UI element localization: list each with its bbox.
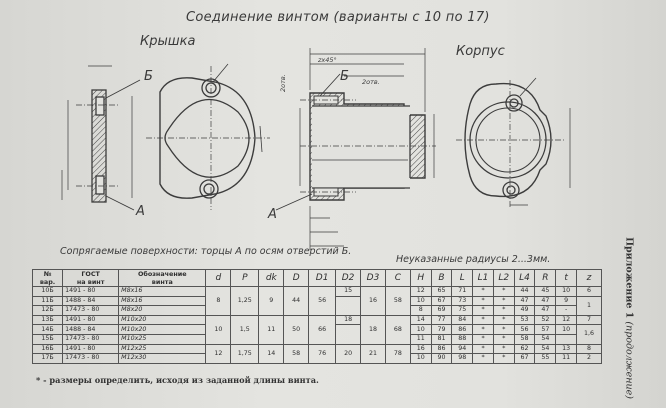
table-cell: 7 (576, 315, 601, 325)
cover-label: Крышка (140, 34, 196, 49)
table-cell: 10 (556, 325, 577, 335)
table-cell: 44 (284, 287, 309, 316)
table-cell: 1,6 (576, 325, 601, 344)
table-cell: 8 (576, 344, 601, 354)
table-cell: 75 (452, 306, 473, 316)
table-cell: 58 (385, 287, 410, 316)
table-cell: 9 (556, 296, 577, 306)
table-cell: 10 (410, 354, 431, 364)
table-cell: 94 (452, 344, 473, 354)
table-cell: 1491 - 80 (63, 315, 119, 325)
table-cell: 88 (452, 334, 473, 344)
chamfer-label: zx45° (318, 56, 337, 64)
table-cell: * (473, 334, 494, 344)
table-cell: 12 (410, 287, 431, 297)
cover-front-view (146, 64, 270, 210)
mark-b-cover: Б (144, 69, 153, 84)
table-cell: М8х16 (119, 296, 206, 306)
table-row (33, 315, 602, 325)
table-cell: 47 (535, 296, 556, 306)
body-front-view (456, 78, 570, 208)
table-cell: М12х25 (119, 344, 206, 354)
table-cell: 10 (556, 287, 577, 297)
body-label: Корпус (456, 44, 505, 59)
table-cell: 17473 - 80 (63, 354, 119, 364)
table-cell: 1488 - 84 (63, 296, 119, 306)
table-cell: 56 (309, 287, 336, 316)
two-holes-label-vertical: 2отв. (279, 74, 287, 92)
table-cell: 1 (576, 296, 601, 315)
table-cell: * (473, 354, 494, 364)
page-title: Соединение винтом (варианты с 10 по 17) (186, 10, 490, 25)
mark-b-body: Б (340, 69, 349, 84)
table-cell: М10х20 (119, 325, 206, 335)
table-cell: 57 (535, 325, 556, 335)
table-cell: 58 (284, 344, 309, 363)
table-header (33, 270, 602, 287)
table-cell (556, 334, 577, 344)
mating-surfaces-note: Сопрягаемые поверхности: торцы А по осям отверстий Б. (60, 246, 352, 257)
table-cell: * (473, 296, 494, 306)
table-cell: 20 (336, 344, 361, 363)
table-cell: * (493, 296, 514, 306)
table-cell: М12х30 (119, 354, 206, 364)
table-cell: М8х16 (119, 287, 206, 297)
table-cell: 15 (336, 287, 361, 297)
table-cell: 14 (410, 315, 431, 325)
col-L: L (452, 270, 473, 287)
table-cell: * (493, 315, 514, 325)
table-cell: 98 (452, 354, 473, 364)
radii-note: Неуказанные радиусы 2...3мм. (396, 254, 551, 265)
table-cell: 86 (452, 325, 473, 335)
table-cell: 53 (514, 315, 535, 325)
appendix-caption-normal: (продолжение) (623, 318, 635, 399)
col-d: d (206, 270, 231, 287)
col-R: R (535, 270, 556, 287)
table-cell: 2 (576, 354, 601, 364)
table-cell: 67 (514, 354, 535, 364)
table-cell: * (493, 354, 514, 364)
table-cell: * (473, 315, 494, 325)
col-L1: L1 (473, 270, 494, 287)
table-row (33, 287, 602, 297)
table-cell: 13 (556, 344, 577, 354)
table-cell: 10 (206, 315, 231, 344)
table-cell: 52 (535, 315, 556, 325)
table-cell: 11Б (33, 296, 63, 306)
table-cell: 68 (385, 315, 410, 344)
table-cell: 62 (514, 344, 535, 354)
table-cell: * (473, 325, 494, 335)
table-cell: 77 (431, 315, 452, 325)
table-cell: 49 (514, 306, 535, 316)
col-D1: D1 (309, 270, 336, 287)
table-cell: * (493, 325, 514, 335)
table-cell: 16 (410, 344, 431, 354)
table-cell: 86 (431, 344, 452, 354)
table-cell: 10 (410, 325, 431, 335)
table-cell: * (493, 287, 514, 297)
table-cell: 44 (514, 287, 535, 297)
table-cell: 11 (259, 315, 284, 344)
two-holes-label: 2отв. (362, 78, 380, 86)
table-cell: 11 (410, 334, 431, 344)
table-cell: 66 (309, 315, 336, 344)
col-L4: L4 (514, 270, 535, 287)
table-cell: 47 (514, 296, 535, 306)
table-cell: * (493, 344, 514, 354)
table-cell: М10х25 (119, 334, 206, 344)
table-cell: * (473, 287, 494, 297)
table-cell: 84 (452, 315, 473, 325)
table-cell: 21 (361, 344, 386, 363)
table-cell: 18 (361, 315, 386, 344)
table-cell: 54 (535, 344, 556, 354)
col-designation: Обозначение винта (119, 270, 206, 287)
cover-section-view (62, 66, 140, 210)
table-cell: 90 (431, 354, 452, 364)
col-dk: dk (259, 270, 284, 287)
table-cell: * (493, 306, 514, 316)
table-cell: 11 (556, 354, 577, 364)
table-cell (336, 296, 361, 315)
table-cell: 18 (336, 315, 361, 325)
col-H: H (410, 270, 431, 287)
table-cell: 16Б (33, 344, 63, 354)
table-cell: 71 (452, 287, 473, 297)
table-cell: 17Б (33, 354, 63, 364)
table-cell: 14 (259, 344, 284, 363)
table-cell: 1,75 (231, 344, 259, 363)
table-cell: 10 (410, 296, 431, 306)
table-cell: 50 (284, 315, 309, 344)
table-cell: 12 (206, 344, 231, 363)
table-cell: 58 (514, 334, 535, 344)
col-t: t (556, 270, 577, 287)
table-cell: 8 (206, 287, 231, 316)
col-gost: ГОСТ на винт (63, 270, 119, 287)
table-cell: 13Б (33, 315, 63, 325)
col-C: C (385, 270, 410, 287)
mark-a-cover: А (136, 204, 145, 219)
table-cell: 1,25 (231, 287, 259, 316)
col-D3: D3 (361, 270, 386, 287)
table-cell: 6 (576, 287, 601, 297)
col-z: z (576, 270, 601, 287)
table-cell: 67 (431, 296, 452, 306)
table-cell: 12Б (33, 306, 63, 316)
table-cell: 1488 - 84 (63, 325, 119, 335)
col-D2: D2 (336, 270, 361, 287)
table-cell: 17473 - 80 (63, 334, 119, 344)
table-cell: 65 (431, 287, 452, 297)
table-cell: 76 (309, 344, 336, 363)
table-cell: * (473, 306, 494, 316)
table-cell: 8 (410, 306, 431, 316)
table-cell: 1,5 (231, 315, 259, 344)
table-cell: 81 (431, 334, 452, 344)
table-cell (336, 325, 361, 344)
col-p: P (231, 270, 259, 287)
col-L2: L2 (493, 270, 514, 287)
table-cell: * (493, 334, 514, 344)
table-cell: 10Б (33, 287, 63, 297)
table-cell: 79 (431, 325, 452, 335)
table-cell: 45 (535, 287, 556, 297)
table-cell: 12 (556, 315, 577, 325)
body-section-view (276, 48, 436, 250)
table-cell: 9 (259, 287, 284, 316)
table-cell: М10х20 (119, 315, 206, 325)
table-cell: 55 (535, 354, 556, 364)
mark-a-body: А (268, 207, 277, 222)
table-cell: 16 (361, 287, 386, 316)
table-cell: 54 (535, 334, 556, 344)
table-cell: 15Б (33, 334, 63, 344)
dimensions-table (32, 269, 602, 364)
table-cell: 14Б (33, 325, 63, 335)
table-cell: 78 (385, 344, 410, 363)
table-cell: - (556, 306, 577, 316)
table-row (33, 344, 602, 354)
table-cell: 17473 - 80 (63, 306, 119, 316)
footnote: * - размеры определить, исходя из заданной длины винта. (36, 375, 319, 385)
col-D: D (284, 270, 309, 287)
table-cell: 1491 - 80 (63, 344, 119, 354)
table-cell: 1491 - 80 (63, 287, 119, 297)
col-no: № вар. (33, 270, 63, 287)
appendix-caption-bold: Приложение 1 (623, 237, 635, 319)
table-cell: * (473, 344, 494, 354)
appendix-caption (614, 237, 644, 399)
table-cell: 73 (452, 296, 473, 306)
col-B: B (431, 270, 452, 287)
table-cell: 47 (535, 306, 556, 316)
table-cell: М8х20 (119, 306, 206, 316)
table-cell: 56 (514, 325, 535, 335)
table-cell: 69 (431, 306, 452, 316)
